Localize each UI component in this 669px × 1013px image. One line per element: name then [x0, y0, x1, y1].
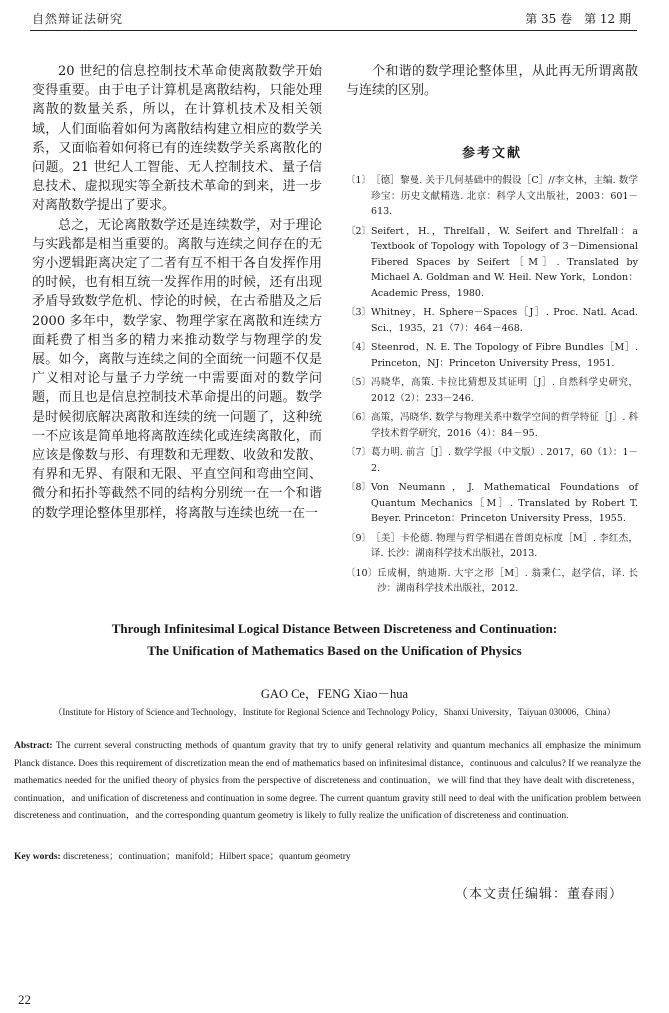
references-heading: 参考文献 — [461, 146, 522, 162]
english-keywords — [14, 848, 641, 862]
reference-text: Steenrod，N. E. The Topology of Fibre Bundles［M］. Princeton，NJ：Princeton University Press，1951. — [371, 342, 638, 369]
reference-text: Seifert，H.，Threlfall，W. Seifert and Threlfall：a Textbook of Topology with Topology of 3－Dimensional Fibered Spaces by Seifert［M］. Translated by Michael A. Goldman and W. Heil. New York，London：Academic Press，1980. — [371, 225, 638, 299]
reference-number: 〔5〕 — [346, 377, 372, 389]
english-title — [30, 618, 639, 662]
reference-number: 〔3〕 — [346, 307, 372, 319]
body-paragraph-3: 个和谐的数学理论整体里，从此再无所谓离散与连续的区别。 — [346, 64, 638, 99]
header-divider — [30, 30, 637, 31]
reference-item — [346, 224, 638, 302]
reference-number: 〔6〕 — [346, 412, 372, 424]
reference-number: 〔4〕 — [346, 342, 372, 354]
reference-item — [346, 173, 638, 220]
english-abstract — [14, 738, 641, 826]
left-column — [32, 62, 322, 523]
body-paragraph-1: 20 世纪的信息控制技术革命使离散数学开始变得重要。由于电子计算机是离散结构，只能处理离散的数量关系，所以，在计算机技术及相关领域，人们面临着如何为离散结构建立相应的数学关系，又面临着如何将已有的连续数学关系离散化的问题。21 世纪人工智能、无人控制技术、量子信息技术、虚拟现实等全新技术革命的到来，进一步对离散数学提出了要求。 — [32, 64, 322, 214]
english-title-line-2: The Unification of Mathematics Based on the Unification of Physics — [147, 643, 522, 658]
english-title-line-1: Through Infinitesimal Logical Distance Between Discreteness and Continuation: — [111, 621, 558, 636]
reference-text: ［德］黎曼. 关于几何基础中的假设［C］//李文林，主编. 数学珍宝：历史文献精选. 北京：科学人文出版社，2003：601－613. — [371, 175, 638, 218]
reference-number: 〔7〕 — [346, 447, 372, 459]
reference-item — [346, 410, 638, 441]
reference-number: 〔1〕 — [346, 175, 372, 187]
reference-item — [346, 375, 638, 406]
reference-number: 〔8〕 — [346, 482, 372, 494]
reference-number: 〔2〕 — [346, 225, 372, 237]
reference-text: Von Neumann，J. Mathematical Foundations of Quantum Mechanics［M］. Translated by Robert T. Beyer. Princeton：Princeton University Press，1955. — [371, 482, 638, 525]
abstract-text: The current several constructing methods of quantum gravity that try to unify general relativity and quantum mechanics all emphasize the minimum Planck distance. Does this requirement of discretization mean the end of mathematics based on infinitesimal distance，continuous and calculus? If we reanalyze the mathematics needed for the unified theory of physics from the perspective of discreteness and continuation，we will find that they have dealt with discreteness，continuation，and unification of discreteness and continuation in some degree. The current quantum gravity still need to deal with the unification problem between discreteness and continuation，and the corresponding quantum geometry is likely to fully realize the unification of discreteness and continuation. — [14, 741, 641, 821]
abstract-label: Abstract: — [14, 741, 53, 751]
reference-item — [346, 480, 638, 527]
reference-text: Whitney，H. Sphere－Spaces［J］. Proc. Natl. Acad. Sci.，1935，21（7）：464－468. — [371, 307, 638, 334]
right-column — [346, 62, 638, 601]
reference-item — [346, 340, 638, 371]
reference-list — [346, 173, 638, 597]
keywords-label: Key words: — [14, 852, 61, 862]
reference-item — [346, 305, 638, 336]
page-number: 22 — [18, 992, 31, 1007]
reference-text: 葛力明. 前言［J］. 数学学报（中文版）. 2017，60（1）：1－2. — [371, 447, 638, 474]
reference-text: 冯晓华，高策. 卡拉比猜想及其证明［J］. 自然科学史研究，2012（2）：233－246. — [371, 377, 638, 404]
english-authors: GAO Ce，FENG Xiao－hua — [260, 687, 409, 701]
reference-item — [346, 531, 638, 562]
reference-text: 高策，冯晓华. 数学与物理关系中数学空间的哲学特征［J］. 科学技术哲学研究，2016（4）：84－95. — [371, 412, 638, 439]
reference-item — [346, 445, 638, 476]
reference-text: 丘成桐，纳迪斯. 大宇之形［M］. 翁秉仁，赵学信，译. 长沙：湖南科学技术出版社，2012. — [377, 567, 638, 595]
journal-name: 自然辩证法研究 — [32, 12, 124, 26]
reference-number: 〔9〕 — [346, 532, 372, 544]
body-paragraph-2: 总之，无论离散数学还是连续数学，对于理论与实践都是相当重要的。离散与连续之间存在的无穷小逻辑距离决定了二者有互不相干各自发挥作用的时候，也有相互统一发挥作用的时候，还有出现矛盾导致数学危机、悖论的时候，在古希腊及之后 2000 多年中，数学家、物理学家在离散和连续方面耗费了相当多的精力来推动数学与物理学的发展。如今，离散与连续之间的全面统一问题不仅是广义相对论与量子力学统一中需要面对的数学问题，而且也是信息控制技术革命提出的问题。数学是时候彻底解决离散和连续的统一问题了，这种统一不应该是简单地将离散连续化或连续离散化，而应该是像数与形、有理数和无理数、收敛和发散、有界和无界、有限和无限、平直空间和弯曲空间、微分和拓扑等截然不同的结构分别统一在一个和谐的数学理论整体里那样，将离散与连续也统一在一 — [32, 217, 322, 521]
reference-text: ［美］卡伦德. 物理与哲学相遇在普朗克标度［M］. 李红杰，译. 长沙：湖南科学技术出版社，2013. — [371, 532, 638, 560]
keywords-text: discreteness；continuation；manifold；Hilbert space；quantum geometry — [63, 852, 351, 862]
issue-info: 第 35 卷 第 12 期 — [525, 12, 631, 26]
reference-number: 〔10〕 — [346, 567, 378, 579]
responsible-editor: （本文责任编辑：董春雨） — [454, 887, 623, 902]
reference-item — [346, 566, 638, 597]
english-affiliation: （Institute for History of Science and Technology，Institute for Regional Science and Technology Policy，Shanxi University，Taiyuan 030006，China） — [53, 707, 616, 717]
